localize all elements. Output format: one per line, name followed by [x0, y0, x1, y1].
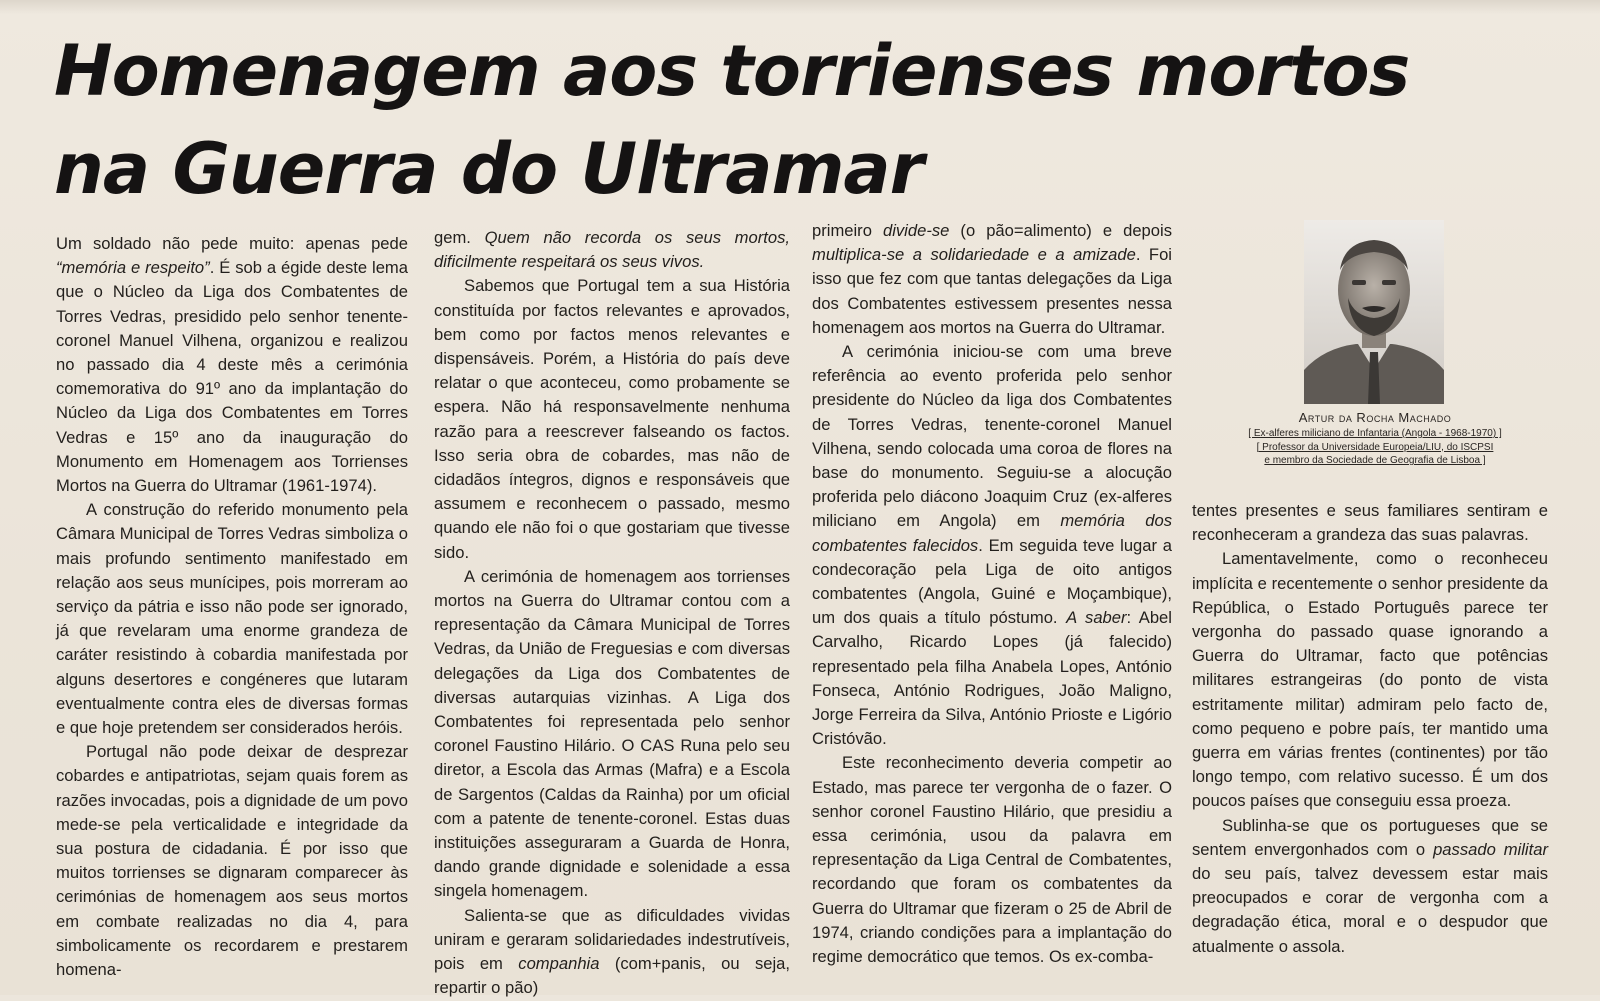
article-column-3 — [812, 219, 1172, 969]
paragraph: Este reconhecimento deveria competir ao Estado, mas parece ter vergonha de o fazer. O senhor coronel Faustino Hilário, que presidiu a essa cerimónia, usou da palavra em representação da Liga Central de Combatentes, recordando que foram os combatentes da Guerra do Ultramar que fizeram o 25 de Abril de 1974, criando condições para a implantação do regime democrático que temos. Os ex-comba- — [812, 753, 1172, 967]
paragraph: Portugal não pode deixar de desprezar cobardes e antipatriotas, sejam quais forem as razões invocadas, pois a dignidade de um povo mede-se pela verticalidade e integridade da sua postura de cidadania. É por isso que muitos torrienses se dignaram comparecer às cerimónias de homenagem aos seus mortos em combate realizadas no dia 4, para simbolicamente os recordarem e prestarem homena- — [56, 742, 408, 980]
author-portrait — [1304, 220, 1444, 404]
author-portrait-image — [1304, 220, 1444, 404]
article-column-1 — [56, 232, 408, 982]
author-credential: e membro da Sociedade de Geografia de Lisboa ] — [1264, 455, 1486, 466]
paragraph: Salienta-se que as dificuldades vividas uniram e geraram solidariedades indestrutíveis, pois em companhia (com+panis, ou seja, repartir o pão) — [434, 905, 790, 998]
paragraph: Sabemos que Portugal tem a sua História constituída por factos relevantes e aprovados, bem como por factos menos relevantes e dispensáveis. Porém, a História do país deve relatar o que aconteceu, como probamente se espera. Não há responsavelmente nenhuma razão para a reescrever falseando os factos. Isso seria obra de cobardes, mas não de cidadãos íntegros, dignos e responsáveis que assumem e reconhecem o passado, mesmo quando ele não foi o que gostariam que tivesse sido. — [434, 276, 790, 562]
article-headline: Homenagem aos torrienses mortos na Guerra do Ultramar — [54, 30, 1410, 210]
paragraph: primeiro divide-se (o pão=alimento) e depois multiplica-se a solidariedade e a amizade. Foi isso que fez com que tantas delegações da Liga dos Combatentes estivessem presentes nessa homenagem aos mortos na Guerra do Ultramar. — [812, 221, 1172, 337]
paragraph: gem. Quem não recorda os seus mortos, dificilmente respeitará os seus vivos. — [434, 228, 790, 272]
author-caption — [1210, 410, 1540, 468]
author-name: Artur da Rocha Machado — [1298, 410, 1452, 425]
page-edge-shadow — [0, 0, 1600, 14]
paragraph: A construção do referido monumento pela Câmara Municipal de Torres Vedras simboliza o mais profundo sentimento manifestado em relação aos seus munícipes, pois morreram ao serviço da pátria e isso não pode ser ignorado, já que revelaram uma enorme grandeza de caráter resistindo à cobardia manifestada por alguns desertores e congéneres que lutaram eventualmente contra eles de diversas formas e que hoje pretendem ser considerados heróis. — [56, 500, 408, 738]
paragraph: Sublinha-se que os portugueses que se sentem envergonhados com o passado militar do seu país, talvez devessem estar mais preocupados e corar de vergonha com a degradação ética, moral e o despudor que atualmente o assola. — [1192, 815, 1548, 956]
author-credential: [ Professor da Universidade Europeia/LIU, do ISCPSI — [1256, 441, 1494, 453]
paragraph: Lamentavelmente, como o reconheceu implícita e recentemente o senhor presidente da República, o Estado Português parece ter vergonha do passado quase ignorando a Guerra do Ultramar, facto que potências militares estrangeiras (do ponto de vista estritamente militar) admiram pelo facto de, como pequeno e pobre país, ter mantido uma guerra em várias frentes (continentes) por tão longo tempo, com relativo sucesso. É um dos poucos países que conseguiu essa proeza. — [1192, 549, 1548, 811]
article-column-4 — [1192, 499, 1548, 959]
paragraph: A cerimónia de homenagem aos torrienses mortos na Guerra do Ultramar contou com a representação da Câmara Municipal de Torres Vedras, da União de Freguesias e com diversas delegações da Liga dos Combatentes de diversas autarquias vizinhas. A Liga dos Combatentes foi representada pelo senhor coronel Faustino Hilário. O CAS Runa pelo seu diretor, a Escola das Armas (Mafra) e a Escola de Sargentos (Caldas da Rainha) por um oficial com a patente de tenente-coronel. Estas duas instituições asseguraram a Guarda de Honra, dando grande dignidade e solenidade a essa singela homenagem. — [434, 566, 790, 901]
paragraph: Um soldado não pede muito: apenas pede “memória e respeito”. É sob a égide deste lema que o Núcleo da Liga dos Combatentes de Torres Vedras, presidido pelo senhor tenente-coronel Manuel Vilhena, organizou e realizou no passado dia 4 deste mês a cerimónia comemorativa do 91º ano da implantação do Núcleo da Liga dos Combatentes em Torres Vedras e 15º ano da inauguração do Monumento em Homenagem aos Torrienses Mortos na Guerra do Ultramar (1961-1974). — [56, 234, 408, 496]
author-credential: [ Ex-alferes miliciano de Infantaria (Angola - 1968-1970) ] — [1248, 428, 1502, 439]
paragraph: tentes presentes e seus familiares sentiram e reconheceram a grandeza das suas palavras. — [1192, 501, 1548, 545]
paragraph: A cerimónia iniciou-se com uma breve referência ao evento proferida pelo senhor presidente do Núcleo da liga dos Combatentes de Torres Vedras, tenente-coronel Manuel Vilhena, sendo colocada uma coroa de flores na base do monumento. Seguiu-se a alocução proferida pelo diácono Joaquim Cruz (ex-alferes miliciano em Angola) em memória dos combatentes falecidos. Em seguida teve lugar a condecoração pela Liga de oito antigos combatentes (Angola, Guiné e Moçambique), um dos quais a título póstumo. A saber: Abel Carvalho, Ricardo Lopes (já falecido) representado pela filha Anabela Lopes, António Fonseca, António Rodrigues, João Maligno, Jorge Ferreira da Silva, António Prioste e Ligório Cristóvão. — [812, 342, 1172, 749]
article-column-2 — [434, 226, 790, 1001]
